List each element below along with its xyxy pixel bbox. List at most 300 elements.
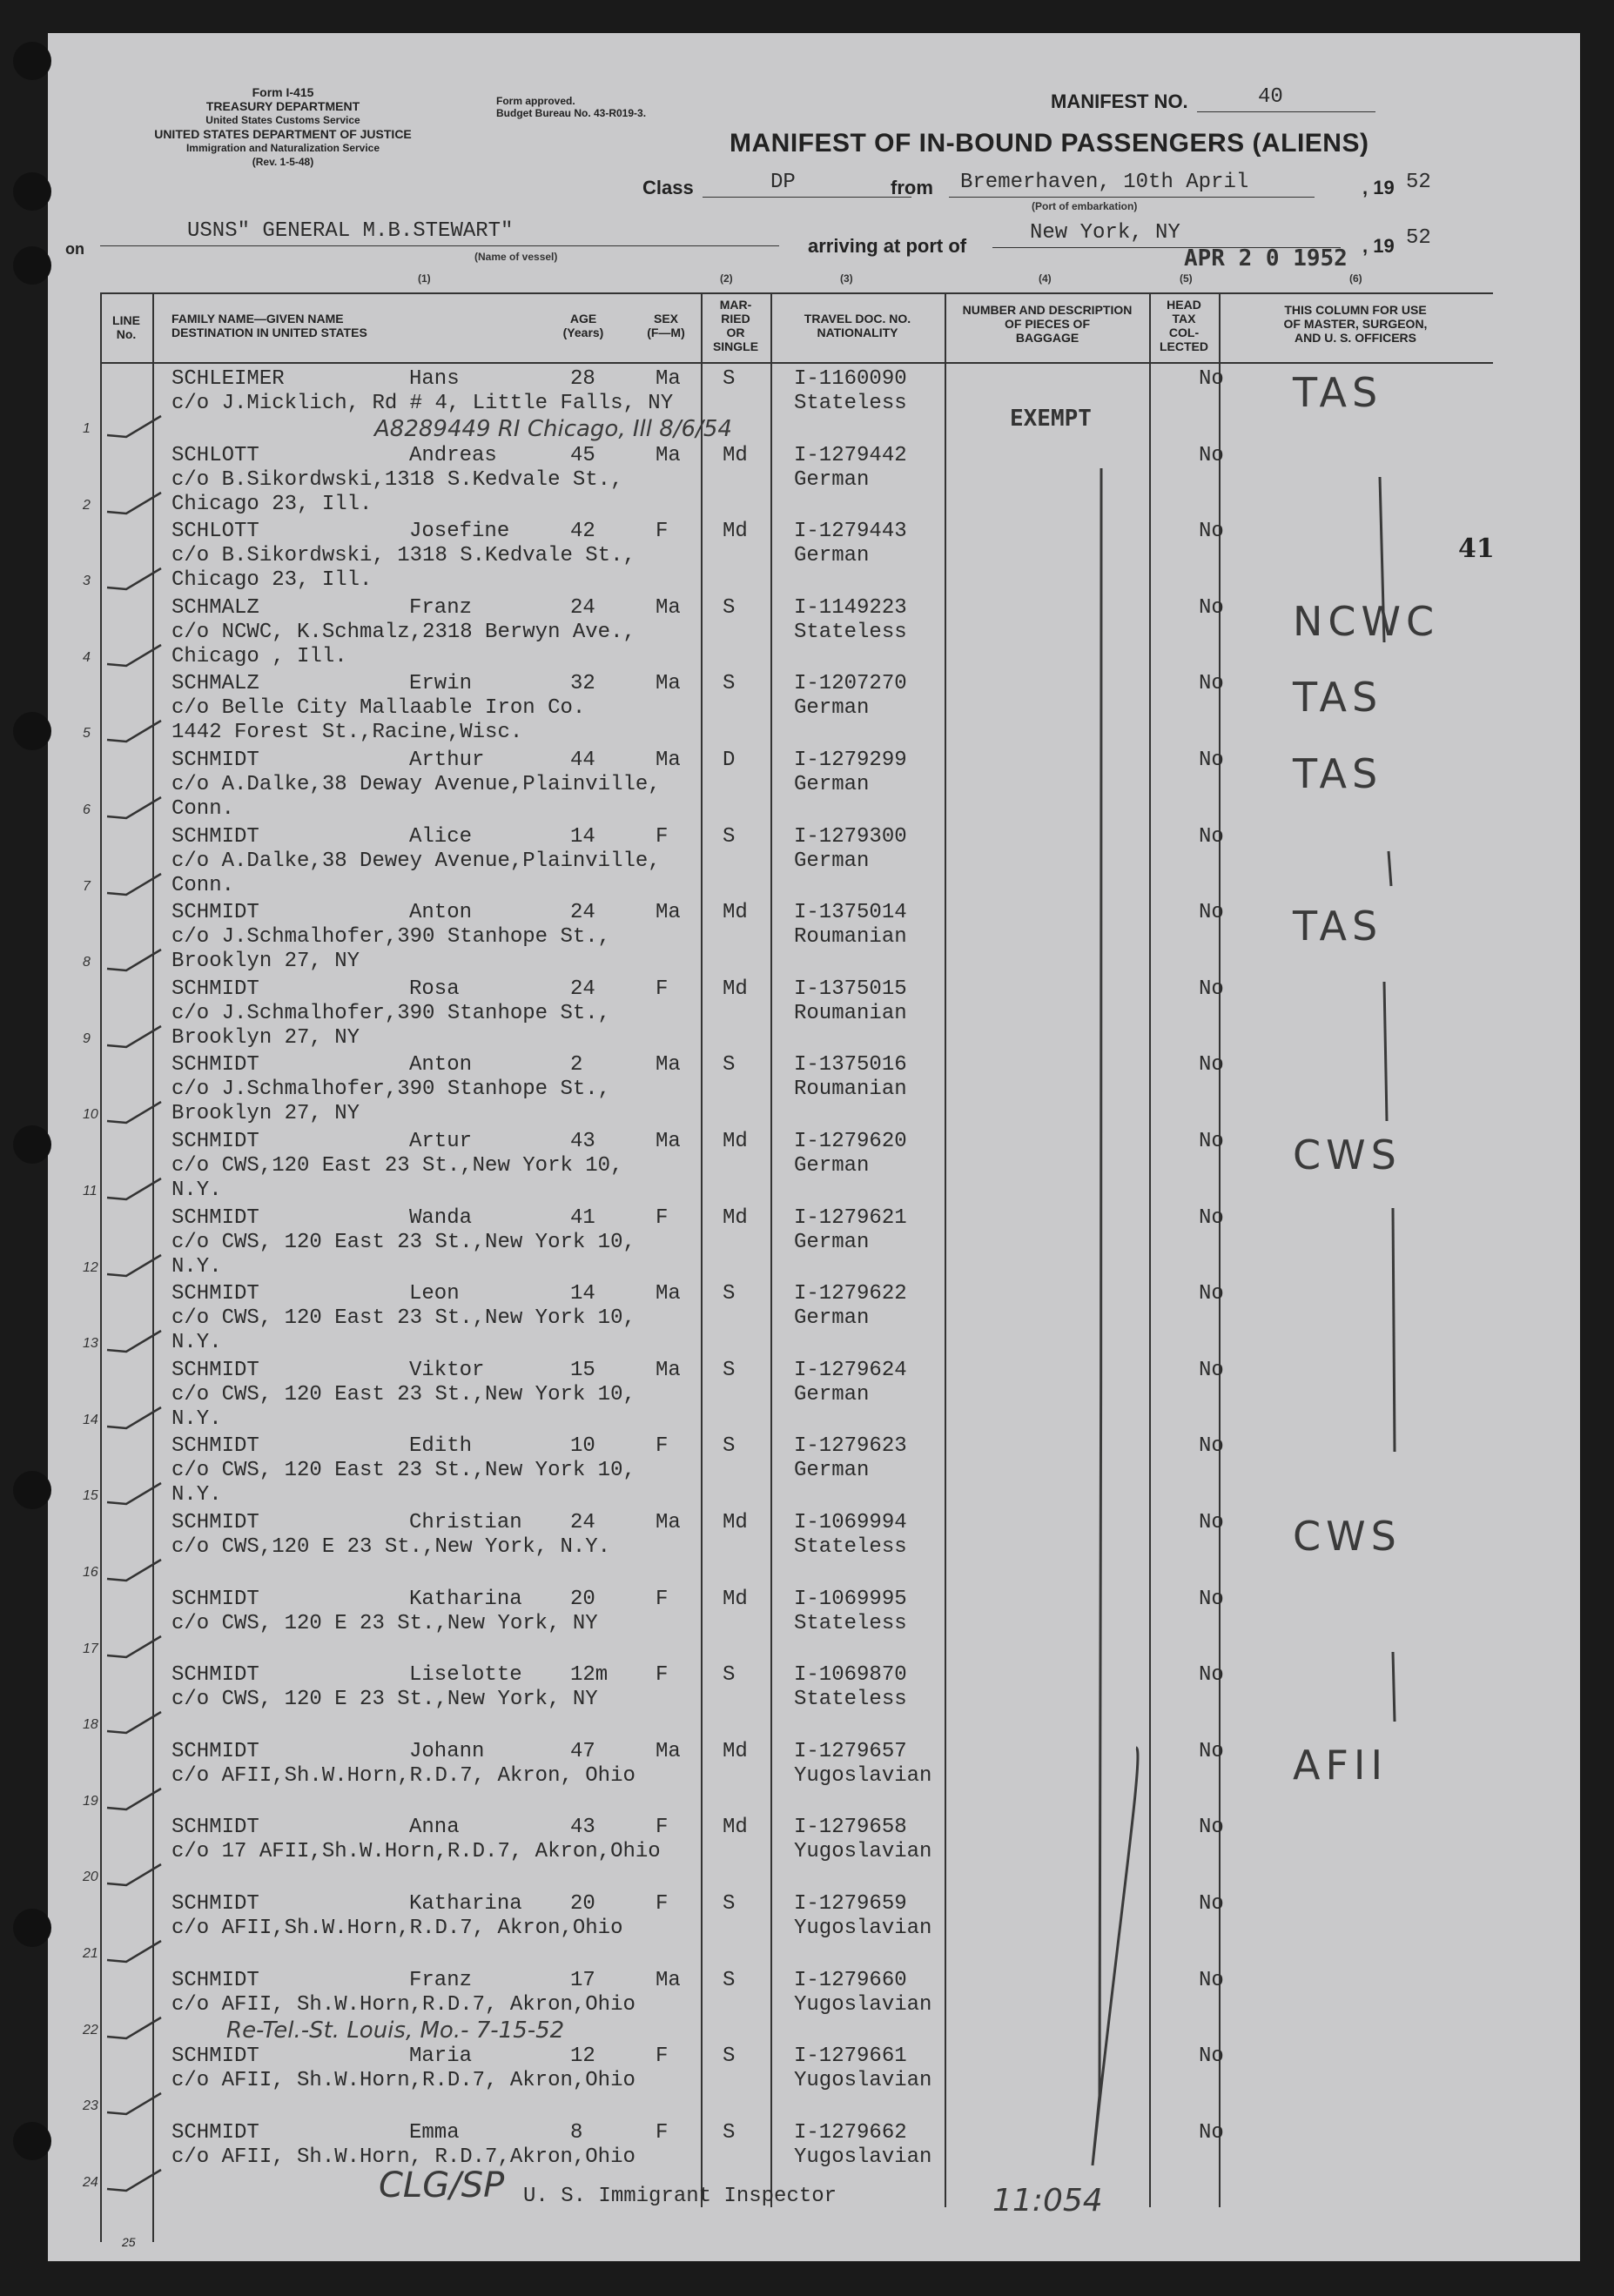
destination-line1: c/o CWS, 120 East 23 St.,New York 10, (171, 1459, 636, 1483)
destination-line1: c/o J.Schmalhofer,390 Stanhope St., (171, 1001, 611, 1025)
passenger-family-name: SCHMIDT (171, 1587, 259, 1611)
manifest-no-value: 40 (1258, 85, 1283, 109)
head-tax-collected: No (1199, 2120, 1224, 2145)
passenger-given-name: Franz (409, 1968, 473, 1992)
travel-doc-number: I-1207270 (794, 672, 907, 696)
passenger-marital-status: S (723, 1892, 736, 1916)
destination-line1: c/o CWS, 120 E 23 St.,New York, NY (171, 1688, 598, 1712)
destination-line1: c/o CWS, 120 East 23 St.,New York 10, (171, 1382, 636, 1406)
binder-hole (13, 1471, 51, 1509)
destination-line2: N.Y. (171, 1178, 222, 1202)
header-baggage: NUMBER AND DESCRIPTION OF PIECES OF BAGGAGE (962, 303, 1133, 345)
nationality: German (794, 1382, 870, 1406)
nationality: German (794, 849, 870, 873)
passenger-given-name: Katharina (409, 1892, 522, 1916)
passenger-sex: Ma (656, 1511, 681, 1534)
passenger-sex: Ma (656, 1968, 681, 1992)
col-num: (1) (418, 272, 431, 285)
officer-note: TAS (1293, 369, 1383, 416)
passenger-given-name: Anton (409, 1053, 473, 1078)
passenger-marital-status: S (723, 1434, 736, 1459)
passenger-age: 20 (570, 1892, 595, 1916)
check-tick-icon (100, 561, 170, 596)
passenger-age: 44 (570, 749, 595, 772)
destination-line1: c/o J.Schmalhofer,390 Stanhope St., (171, 925, 611, 950)
travel-doc-number: I-1279657 (794, 1739, 907, 1763)
passenger-sex: Ma (656, 672, 681, 696)
nationality: German (794, 1306, 870, 1331)
passenger-given-name: Johann (409, 1739, 485, 1763)
line-number: 14 (83, 1412, 98, 1427)
passenger-sex: Ma (656, 595, 681, 620)
header-sex: SEX (F—M) (647, 312, 685, 339)
passenger-marital-status: S (723, 1968, 736, 1992)
budget-bureau: Budget Bureau No. 43-R019-3. (496, 107, 647, 119)
ins-service: Immigration and Naturalization Service (185, 142, 380, 154)
passenger-sex: F (656, 1205, 669, 1230)
passenger-sex: F (656, 1816, 669, 1840)
nationality: German (794, 467, 870, 492)
passenger-age: 12 (570, 2044, 595, 2069)
check-tick-icon (100, 638, 170, 673)
passenger-age: 24 (570, 1511, 595, 1534)
line-number: 11 (83, 1184, 98, 1198)
travel-doc-number: I-1375015 (794, 977, 907, 1001)
passenger-given-name: Arthur (409, 749, 485, 772)
head-tax-collected: No (1199, 443, 1224, 467)
destination-line1: c/o AFII, Sh.W.Horn, R.D.7,Akron,Ohio (171, 2145, 636, 2169)
passenger-sex: F (656, 824, 669, 849)
check-tick-icon (100, 1324, 170, 1359)
check-tick-icon (100, 2163, 170, 2198)
passenger-given-name: Liselotte (409, 1663, 522, 1688)
officer-note: TAS (1293, 750, 1383, 797)
passenger-family-name: SCHMIDT (171, 1434, 259, 1459)
check-tick-icon (100, 943, 170, 977)
destination-line2: Chicago , Ill. (171, 644, 347, 668)
passenger-marital-status: S (723, 672, 736, 696)
destination-line1: c/o CWS, 120 East 23 St.,New York 10, (171, 1230, 636, 1254)
header-married: MAR- RIED OR SINGLE (712, 298, 759, 353)
col-num: (5) (1180, 272, 1193, 285)
line-number: 3 (83, 574, 91, 589)
nationality: Stateless (794, 620, 907, 644)
passenger-sex: F (656, 1587, 669, 1611)
head-tax-collected: No (1199, 1663, 1224, 1688)
passenger-family-name: SCHMIDT (171, 1816, 259, 1840)
nationality: German (794, 1230, 870, 1254)
head-tax-collected: No (1199, 595, 1224, 620)
line-number: 17 (83, 1641, 98, 1656)
travel-doc-number: I-1279658 (794, 1816, 907, 1840)
nationality: Yugoslavian (794, 2145, 932, 2169)
destination-line1: c/o AFII, Sh.W.Horn,R.D.7, Akron,Ohio (171, 1992, 636, 2017)
check-tick-icon (100, 1019, 170, 1054)
destination-line1: c/o J.Schmalhofer,390 Stanhope St., (171, 1078, 611, 1102)
head-tax-collected: No (1199, 1282, 1224, 1306)
check-tick-icon (100, 2011, 170, 2045)
head-tax-collected: No (1199, 824, 1224, 849)
passenger-age: 14 (570, 824, 595, 849)
destination-line1: c/o AFII,Sh.W.Horn,R.D.7, Akron,Ohio (171, 1917, 623, 1940)
destination-line1: c/o B.Sikordwski, 1318 S.Kedvale St., (171, 544, 636, 568)
class-label: Class (642, 177, 694, 198)
arriving-label: arriving at port of (808, 235, 967, 257)
passenger-age: 47 (570, 1739, 595, 1763)
nationality: Yugoslavian (794, 1763, 932, 1788)
header-name: FAMILY NAME—GIVEN NAME DESTINATION IN UNITED STATES (171, 312, 367, 339)
table-row (48, 364, 1580, 440)
passenger-age: 20 (570, 1587, 595, 1611)
header-head-tax: HEAD TAX COL- LECTED (1160, 298, 1208, 353)
passenger-sex: Ma (656, 901, 681, 925)
passenger-family-name: SCHMALZ (171, 595, 259, 620)
customs-service: United States Customs Service (205, 114, 360, 126)
passenger-family-name: SCHMIDT (171, 1130, 259, 1153)
officer-note: NCWC (1293, 597, 1440, 645)
binder-hole (13, 712, 51, 750)
travel-doc-number: I-1160090 (794, 367, 907, 391)
passenger-family-name: SCHLOTT (171, 443, 259, 467)
year2: 52 (1406, 226, 1431, 250)
nationality: Stateless (794, 392, 907, 415)
passenger-sex: F (656, 1434, 669, 1459)
passenger-given-name: Anton (409, 901, 473, 925)
check-tick-icon (100, 1782, 170, 1816)
nationality: Stateless (794, 1688, 907, 1712)
nationality: German (794, 696, 870, 721)
line-number: 20 (83, 1870, 98, 1885)
passenger-sex: Ma (656, 1053, 681, 1078)
check-tick-icon (100, 790, 170, 825)
nationality: Stateless (794, 1611, 907, 1635)
nationality: Yugoslavian (794, 1992, 932, 2017)
officer-note: CWS (1293, 1513, 1402, 1560)
passenger-marital-status: Md (723, 901, 748, 925)
form-approved: Form approved. (496, 95, 575, 107)
head-tax-collected: No (1199, 520, 1224, 544)
line-number: 5 (83, 726, 91, 742)
line-number: 19 (83, 1793, 98, 1809)
destination-line2: Conn. (171, 873, 235, 897)
travel-doc-number: I-1279299 (794, 749, 907, 772)
passenger-age: 42 (570, 520, 595, 544)
travel-doc-number: I-1279443 (794, 520, 907, 544)
passenger-marital-status: D (723, 749, 736, 772)
officer-note: TAS (1293, 903, 1383, 950)
passenger-sex: F (656, 1892, 669, 1916)
passenger-age: 24 (570, 977, 595, 1001)
table-row (48, 1965, 1580, 2044)
destination-line1: c/o A.Dalke,38 Deway Avenue,Plainville, (171, 773, 661, 796)
passenger-sex: F (656, 1663, 669, 1688)
travel-doc-number: I-1069870 (794, 1663, 907, 1688)
nationality: Yugoslavian (794, 2069, 932, 2093)
col-num: (3) (840, 272, 853, 285)
passenger-marital-status: Md (723, 1816, 748, 1840)
table-row (48, 1889, 1580, 1964)
travel-doc-number: I-1279621 (794, 1205, 907, 1230)
binder-hole (13, 1909, 51, 1947)
header-travel-doc: TRAVEL DOC. NO. NATIONALITY (804, 312, 911, 339)
passenger-marital-status: S (723, 824, 736, 849)
destination-line2: N.Y. (171, 1254, 222, 1279)
destination-line1: c/o CWS, 120 East 23 St.,New York 10, (171, 1306, 636, 1331)
passenger-sex: Ma (656, 1739, 681, 1763)
travel-doc-number: I-1279623 (794, 1434, 907, 1459)
passenger-family-name: SCHMIDT (171, 1739, 259, 1763)
class-value: DP (770, 171, 796, 194)
passenger-family-name: SCHMIDT (171, 1282, 259, 1306)
head-tax-collected: No (1199, 901, 1224, 925)
travel-doc-number: I-1279659 (794, 1892, 907, 1916)
passenger-family-name: SCHMIDT (171, 1968, 259, 1992)
passenger-age: 17 (570, 1968, 595, 1992)
destination-line1: c/o Belle City Mallaable Iron Co. (171, 696, 586, 721)
head-tax-collected: No (1199, 1816, 1224, 1840)
nationality: Yugoslavian (794, 1840, 932, 1864)
destination-line1: c/o AFII,Sh.W.Horn,R.D.7, Akron, Ohio (171, 1763, 636, 1788)
line-number-25: 25 (122, 2235, 136, 2249)
line-number: 13 (83, 1336, 98, 1352)
head-tax-collected: No (1199, 1892, 1224, 1916)
line-number: 16 (83, 1565, 98, 1580)
nationality: Roumanian (794, 925, 907, 950)
passenger-given-name: Viktor (409, 1358, 485, 1382)
handwritten-annotation: Re-Tel.-St. Louis, Mo.- 7-15-52 (226, 2017, 565, 2044)
passenger-marital-status: Md (723, 1130, 748, 1153)
binder-hole (13, 42, 51, 80)
passenger-family-name: SCHMIDT (171, 824, 259, 849)
passenger-marital-status: S (723, 1282, 736, 1306)
head-tax-collected: No (1199, 1434, 1224, 1459)
destination-line2: N.Y. (171, 1406, 222, 1431)
destination-line2: Conn. (171, 797, 235, 821)
passenger-age: 24 (570, 901, 595, 925)
line-number: 18 (83, 1717, 98, 1733)
passenger-family-name: SCHMALZ (171, 672, 259, 696)
vessel-caption: (Name of vessel) (474, 251, 558, 263)
travel-doc-number: I-1279662 (794, 2120, 907, 2145)
header-line-no: LINE No. (112, 313, 140, 341)
passenger-family-name: SCHMIDT (171, 1205, 259, 1230)
passenger-age: 28 (570, 367, 595, 391)
passenger-given-name: Anna (409, 1816, 460, 1840)
passenger-given-name: Edith (409, 1434, 473, 1459)
passenger-sex: F (656, 977, 669, 1001)
head-tax-collected: No (1199, 1358, 1224, 1382)
binder-hole (13, 246, 51, 285)
travel-doc-number: I-1279442 (794, 443, 907, 467)
passenger-family-name: SCHMIDT (171, 1663, 259, 1688)
embark-caption: (Port of embarkation) (1032, 200, 1138, 212)
travel-doc-number: I-1279624 (794, 1358, 907, 1382)
passenger-age: 45 (570, 443, 595, 467)
passenger-given-name: Franz (409, 595, 473, 620)
passenger-sex: F (656, 520, 669, 544)
justice-dept: UNITED STATES DEPARTMENT OF JUSTICE (154, 127, 412, 141)
passenger-age: 41 (570, 1205, 595, 1230)
nationality: Stateless (794, 1535, 907, 1559)
treasury-dept: TREASURY DEPARTMENT (205, 99, 360, 113)
header-age: AGE (Years) (562, 312, 604, 339)
check-tick-icon (100, 1248, 170, 1283)
passenger-given-name: Emma (409, 2120, 460, 2145)
passenger-marital-status: Md (723, 977, 748, 1001)
passenger-marital-status: S (723, 1053, 736, 1078)
destination-line2: Brooklyn 27, NY (171, 950, 360, 974)
passenger-marital-status: S (723, 1358, 736, 1382)
check-tick-icon (100, 1476, 170, 1511)
passenger-age: 43 (570, 1816, 595, 1840)
nationality: German (794, 773, 870, 796)
line-number: 24 (83, 2174, 98, 2190)
passenger-given-name: Christian (409, 1511, 522, 1534)
line-number: 15 (83, 1488, 98, 1504)
officer-note: TAS (1293, 674, 1383, 722)
travel-doc-number: I-1375016 (794, 1053, 907, 1078)
check-tick-icon (100, 1705, 170, 1740)
head-tax-collected: No (1199, 672, 1224, 696)
passenger-family-name: SCHMIDT (171, 749, 259, 772)
check-tick-icon (100, 1934, 170, 1969)
passenger-age: 2 (570, 1053, 583, 1078)
line-number: 4 (83, 649, 91, 665)
header-officers: THIS COLUMN FOR USE OF MASTER, SURGEON, AND U. S. OFFICERS (1283, 303, 1428, 345)
passenger-family-name: SCHMIDT (171, 1511, 259, 1534)
check-tick-icon (100, 1400, 170, 1435)
line-number: 12 (83, 1259, 98, 1275)
col-num: (4) (1039, 272, 1052, 285)
page-number: 41 (1458, 534, 1495, 564)
passenger-marital-status: Md (723, 443, 748, 467)
check-tick-icon (100, 1857, 170, 1892)
manifest-no-label: MANIFEST NO. (1051, 91, 1188, 112)
officer-column-marks (1310, 451, 1415, 1756)
destination-line1: c/o 17 AFII,Sh.W.Horn,R.D.7, Akron,Ohio (171, 1840, 661, 1864)
passenger-marital-status: S (723, 1663, 736, 1688)
passenger-sex: Ma (656, 1358, 681, 1382)
year1: 52 (1406, 171, 1431, 194)
head-tax-collected: No (1199, 2044, 1224, 2069)
travel-doc-number: I-1375014 (794, 901, 907, 925)
vessel-name: USNS" GENERAL M.B.STEWART" (187, 219, 514, 243)
binder-hole (13, 1125, 51, 1164)
passenger-given-name: Erwin (409, 672, 473, 696)
head-tax-collected: No (1199, 1205, 1224, 1230)
form-number: Form I-415 (252, 85, 314, 99)
from-value: Bremerhaven, 10th April (960, 171, 1249, 194)
passenger-age: 32 (570, 672, 595, 696)
line-number: 10 (83, 1107, 98, 1123)
destination-line1: c/o CWS,120 E 23 St.,New York, N.Y. (171, 1535, 611, 1559)
passenger-given-name: Maria (409, 2044, 473, 2069)
port-value: New York, NY (1030, 221, 1180, 245)
officer-note: CWS (1293, 1131, 1402, 1178)
line-number: 2 (83, 497, 91, 513)
passenger-family-name: SCHLEIMER (171, 367, 285, 391)
passenger-family-name: SCHMIDT (171, 1358, 259, 1382)
passenger-marital-status: Md (723, 1511, 748, 1534)
head-tax-collected: No (1199, 1053, 1224, 1078)
travel-doc-number: I-1279300 (794, 824, 907, 849)
col-num: (2) (720, 272, 733, 285)
check-tick-icon (100, 486, 170, 520)
passenger-sex: F (656, 2120, 669, 2145)
travel-doc-number: I-1279622 (794, 1282, 907, 1306)
passenger-marital-status: S (723, 367, 736, 391)
destination-line2: N.Y. (171, 1331, 222, 1355)
passenger-sex: Ma (656, 443, 681, 467)
check-tick-icon (100, 714, 170, 749)
passenger-marital-status: Md (723, 1739, 748, 1763)
destination-line2: Brooklyn 27, NY (171, 1025, 360, 1050)
baggage-exempt-stamp: EXEMPT (1010, 406, 1092, 432)
year1-prefix: , 19 (1362, 177, 1395, 198)
inspector-initials: CLG/SP (379, 2165, 505, 2205)
destination-line1: c/o CWS,120 East 23 St.,New York 10, (171, 1154, 623, 1178)
passenger-marital-status: Md (723, 1587, 748, 1611)
destination-line2: Chicago 23, Ill. (171, 492, 373, 516)
handwritten-annotation: A8289449 RI Chicago, Ill 8/6/54 (374, 416, 732, 442)
check-tick-icon (100, 409, 170, 444)
destination-line1: c/o NCWC, K.Schmalz,2318 Berwyn Ave., (171, 620, 636, 644)
line-number: 8 (83, 955, 91, 970)
passenger-age: 10 (570, 1434, 595, 1459)
destination-line2: N.Y. (171, 1483, 222, 1507)
destination-line1: c/o AFII, Sh.W.Horn,R.D.7, Akron,Ohio (171, 2069, 636, 2093)
check-tick-icon (100, 1171, 170, 1206)
year2-prefix: , 19 (1362, 235, 1395, 257)
line-number: 21 (83, 1946, 98, 1961)
binder-hole (13, 172, 51, 211)
destination-line2: Chicago 23, Ill. (171, 568, 373, 593)
table-row (48, 1812, 1580, 1888)
line-number: 9 (83, 1031, 91, 1046)
nationality: Roumanian (794, 1078, 907, 1102)
head-tax-collected: No (1199, 1587, 1224, 1611)
destination-line2: 1442 Forest St.,Racine,Wisc. (171, 721, 523, 745)
line-number: 22 (83, 2022, 98, 2038)
on-label: on (65, 240, 84, 258)
passenger-age: 8 (570, 2120, 583, 2145)
check-tick-icon (100, 1095, 170, 1130)
passenger-given-name: Alice (409, 824, 473, 849)
passenger-marital-status: S (723, 595, 736, 620)
inspector-label: U. S. Immigrant Inspector (523, 2185, 837, 2208)
passenger-family-name: SCHMIDT (171, 2120, 259, 2145)
passenger-sex: F (656, 2044, 669, 2069)
passenger-sex: Ma (656, 1282, 681, 1306)
passenger-family-name: SCHMIDT (171, 2044, 259, 2069)
destination-line2: Brooklyn 27, NY (171, 1102, 360, 1126)
nationality: Yugoslavian (794, 1917, 932, 1940)
destination-line1: c/o B.Sikordwski,1318 S.Kedvale St., (171, 467, 623, 492)
line-number: 6 (83, 802, 91, 817)
destination-line1: c/o J.Micklich, Rd # 4, Little Falls, NY (171, 392, 674, 415)
check-tick-icon (100, 867, 170, 902)
destination-line1: c/o A.Dalke,38 Dewey Avenue,Plainville, (171, 849, 661, 873)
manifest-title: MANIFEST OF IN-BOUND PASSENGERS (ALIENS) (730, 129, 1369, 158)
passenger-marital-status: S (723, 2044, 736, 2069)
passenger-sex: Ma (656, 749, 681, 772)
baggage-check-mark (971, 442, 1145, 2183)
passenger-age: 15 (570, 1358, 595, 1382)
passenger-sex: Ma (656, 367, 681, 391)
head-tax-collected: No (1199, 1739, 1224, 1763)
passenger-family-name: SCHMIDT (171, 1892, 259, 1916)
binder-hole (13, 2122, 51, 2160)
